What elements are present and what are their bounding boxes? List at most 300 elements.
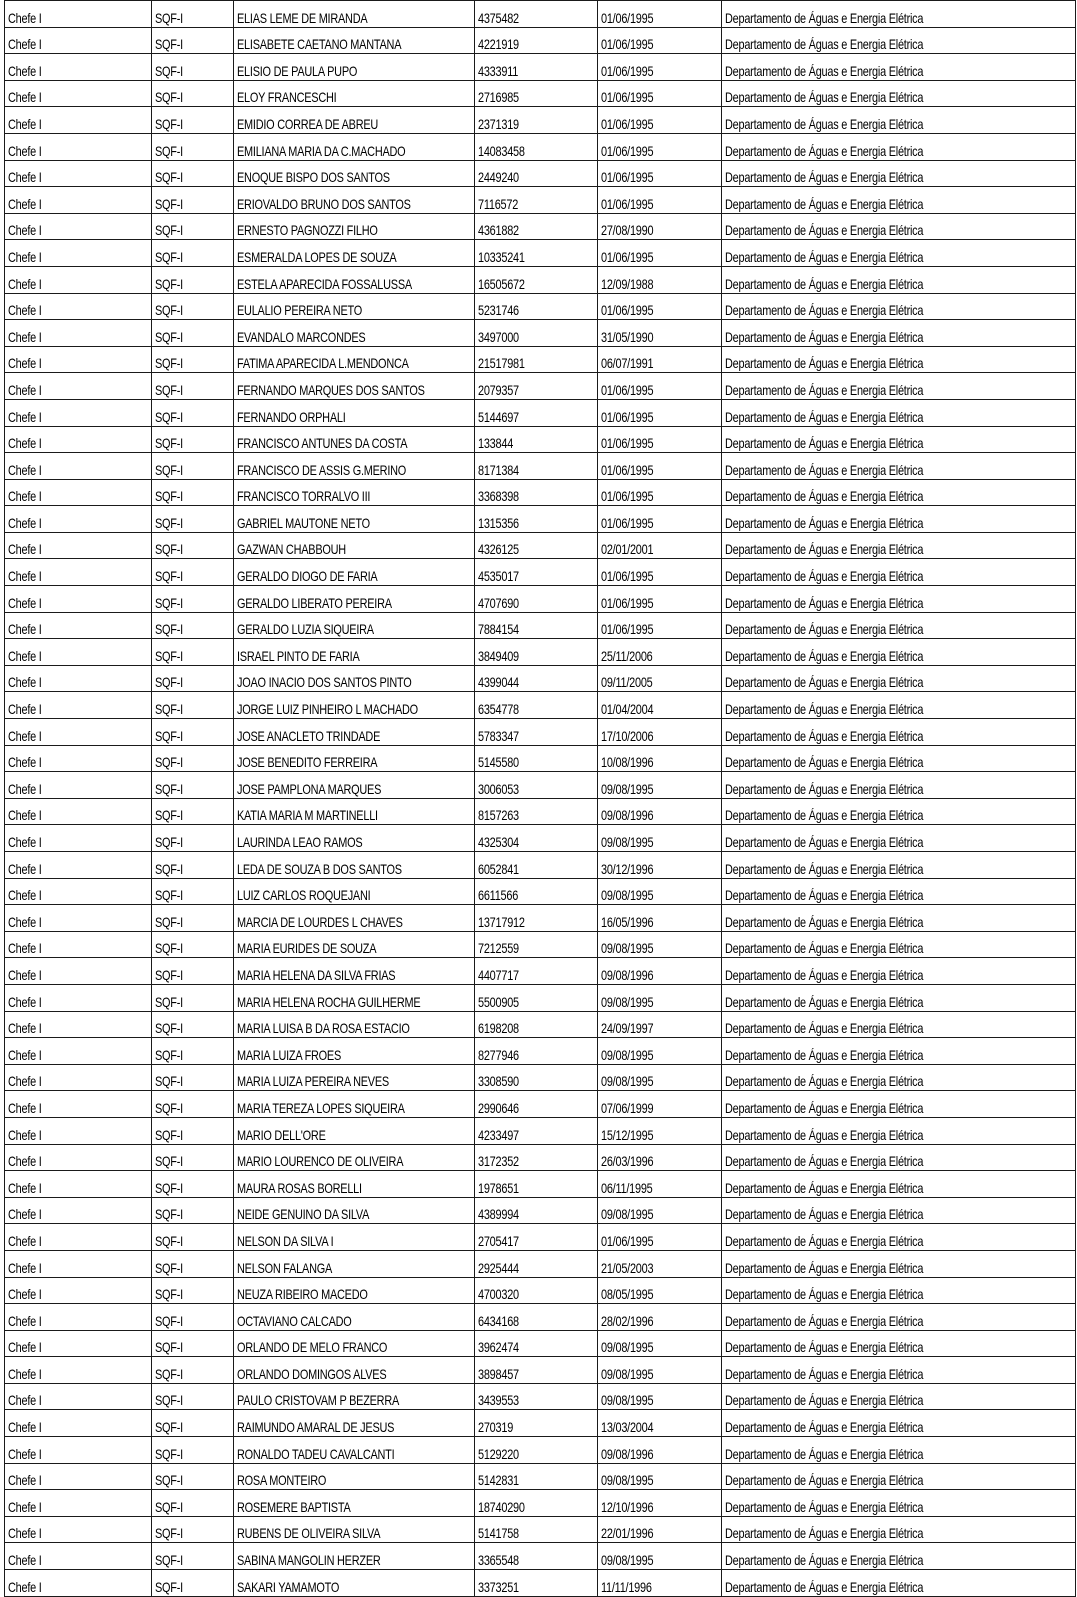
cargo-cell[interactable] [5,240,152,267]
departamento-cell[interactable] [722,586,1076,613]
rg-cell[interactable] [475,1543,598,1570]
rg-cell[interactable] [475,187,598,214]
rg-cell[interactable] [475,719,598,746]
data-cell[interactable] [598,1117,722,1144]
nome-cell[interactable] [234,1437,475,1464]
rg-cell[interactable] [475,612,598,639]
rg-cell[interactable] [475,559,598,586]
data-cell[interactable] [598,54,722,81]
referencia-cell[interactable] [152,1,234,28]
data-cell[interactable] [598,1197,722,1224]
data-cell[interactable] [598,878,722,905]
departamento-cell[interactable] [722,1091,1076,1118]
cargo-cell[interactable] [5,1277,152,1304]
cargo-cell[interactable] [5,825,152,852]
nome-cell[interactable] [234,1197,475,1224]
departamento-cell[interactable] [722,559,1076,586]
departamento-cell[interactable] [722,692,1076,719]
departamento-cell[interactable] [722,1,1076,28]
cargo-cell[interactable] [5,984,152,1011]
referencia-cell[interactable] [152,586,234,613]
rg-cell[interactable] [475,1410,598,1437]
referencia-cell[interactable] [152,852,234,879]
departamento-cell[interactable] [722,346,1076,373]
data-cell[interactable] [598,586,722,613]
departamento-cell[interactable] [722,1197,1076,1224]
data-cell[interactable] [598,1277,722,1304]
departamento-cell[interactable] [722,825,1076,852]
rg-cell[interactable] [475,1011,598,1038]
cargo-cell[interactable] [5,532,152,559]
rg-cell[interactable] [475,1144,598,1171]
referencia-cell[interactable] [152,240,234,267]
nome-cell[interactable] [234,692,475,719]
data-cell[interactable] [598,346,722,373]
rg-cell[interactable] [475,107,598,134]
nome-cell[interactable] [234,719,475,746]
departamento-cell[interactable] [722,852,1076,879]
data-cell[interactable] [598,266,722,293]
cargo-cell[interactable] [5,1224,152,1251]
departamento-cell[interactable] [722,453,1076,480]
rg-cell[interactable] [475,1516,598,1543]
referencia-cell[interactable] [152,266,234,293]
data-cell[interactable] [598,958,722,985]
cargo-cell[interactable] [5,160,152,187]
referencia-cell[interactable] [152,1144,234,1171]
rg-cell[interactable] [475,506,598,533]
referencia-cell[interactable] [152,1011,234,1038]
referencia-cell[interactable] [152,1197,234,1224]
referencia-cell[interactable] [152,1437,234,1464]
departamento-cell[interactable] [722,266,1076,293]
rg-cell[interactable] [475,825,598,852]
referencia-cell[interactable] [152,719,234,746]
rg-cell[interactable] [475,1277,598,1304]
rg-cell[interactable] [475,984,598,1011]
nome-cell[interactable] [234,559,475,586]
rg-cell[interactable] [475,160,598,187]
rg-cell[interactable] [475,27,598,54]
cargo-cell[interactable] [5,559,152,586]
rg-cell[interactable] [475,133,598,160]
rg-cell[interactable] [475,745,598,772]
nome-cell[interactable] [234,1117,475,1144]
referencia-cell[interactable] [152,1304,234,1331]
rg-cell[interactable] [475,798,598,825]
nome-cell[interactable] [234,1490,475,1517]
data-cell[interactable] [598,1171,722,1198]
rg-cell[interactable] [475,1224,598,1251]
rg-cell[interactable] [475,958,598,985]
nome-cell[interactable] [234,1250,475,1277]
cargo-cell[interactable] [5,852,152,879]
departamento-cell[interactable] [722,160,1076,187]
cargo-cell[interactable] [5,133,152,160]
departamento-cell[interactable] [722,1410,1076,1437]
departamento-cell[interactable] [722,719,1076,746]
nome-cell[interactable] [234,905,475,932]
data-cell[interactable] [598,80,722,107]
data-cell[interactable] [598,852,722,879]
cargo-cell[interactable] [5,639,152,666]
data-cell[interactable] [598,453,722,480]
referencia-cell[interactable] [152,878,234,905]
referencia-cell[interactable] [152,187,234,214]
cargo-cell[interactable] [5,426,152,453]
rg-cell[interactable] [475,905,598,932]
rg-cell[interactable] [475,80,598,107]
departamento-cell[interactable] [722,293,1076,320]
referencia-cell[interactable] [152,532,234,559]
cargo-cell[interactable] [5,1064,152,1091]
referencia-cell[interactable] [152,399,234,426]
cargo-cell[interactable] [5,958,152,985]
rg-cell[interactable] [475,373,598,400]
cargo-cell[interactable] [5,27,152,54]
departamento-cell[interactable] [722,1038,1076,1065]
nome-cell[interactable] [234,984,475,1011]
departamento-cell[interactable] [722,1357,1076,1384]
data-cell[interactable] [598,1304,722,1331]
referencia-cell[interactable] [152,665,234,692]
cargo-cell[interactable] [5,1144,152,1171]
data-cell[interactable] [598,133,722,160]
referencia-cell[interactable] [152,905,234,932]
rg-cell[interactable] [475,54,598,81]
departamento-cell[interactable] [722,1250,1076,1277]
referencia-cell[interactable] [152,772,234,799]
rg-cell[interactable] [475,240,598,267]
nome-cell[interactable] [234,1516,475,1543]
data-cell[interactable] [598,905,722,932]
nome-cell[interactable] [234,586,475,613]
departamento-cell[interactable] [722,107,1076,134]
rg-cell[interactable] [475,1171,598,1198]
nome-cell[interactable] [234,1171,475,1198]
referencia-cell[interactable] [152,1330,234,1357]
referencia-cell[interactable] [152,1463,234,1490]
rg-cell[interactable] [475,266,598,293]
departamento-cell[interactable] [722,639,1076,666]
data-cell[interactable] [598,1516,722,1543]
departamento-cell[interactable] [722,1117,1076,1144]
rg-cell[interactable] [475,426,598,453]
referencia-cell[interactable] [152,107,234,134]
departamento-cell[interactable] [722,187,1076,214]
data-cell[interactable] [598,399,722,426]
data-cell[interactable] [598,984,722,1011]
nome-cell[interactable] [234,240,475,267]
data-cell[interactable] [598,1038,722,1065]
data-cell[interactable] [598,692,722,719]
departamento-cell[interactable] [722,479,1076,506]
cargo-cell[interactable] [5,1171,152,1198]
nome-cell[interactable] [234,1463,475,1490]
referencia-cell[interactable] [152,745,234,772]
data-cell[interactable] [598,825,722,852]
referencia-cell[interactable] [152,958,234,985]
rg-cell[interactable] [475,1,598,28]
cargo-cell[interactable] [5,798,152,825]
departamento-cell[interactable] [722,798,1076,825]
nome-cell[interactable] [234,1330,475,1357]
data-cell[interactable] [598,1463,722,1490]
rg-cell[interactable] [475,320,598,347]
departamento-cell[interactable] [722,1543,1076,1570]
referencia-cell[interactable] [152,506,234,533]
referencia-cell[interactable] [152,559,234,586]
departamento-cell[interactable] [722,745,1076,772]
rg-cell[interactable] [475,1091,598,1118]
departamento-cell[interactable] [722,373,1076,400]
cargo-cell[interactable] [5,213,152,240]
departamento-cell[interactable] [722,772,1076,799]
nome-cell[interactable] [234,745,475,772]
data-cell[interactable] [598,772,722,799]
cargo-cell[interactable] [5,1357,152,1384]
departamento-cell[interactable] [722,54,1076,81]
nome-cell[interactable] [234,958,475,985]
rg-cell[interactable] [475,1038,598,1065]
nome-cell[interactable] [234,1383,475,1410]
nome-cell[interactable] [234,346,475,373]
nome-cell[interactable] [234,825,475,852]
nome-cell[interactable] [234,80,475,107]
referencia-cell[interactable] [152,479,234,506]
data-cell[interactable] [598,1543,722,1570]
cargo-cell[interactable] [5,1250,152,1277]
referencia-cell[interactable] [152,1410,234,1437]
referencia-cell[interactable] [152,426,234,453]
referencia-cell[interactable] [152,346,234,373]
data-cell[interactable] [598,665,722,692]
nome-cell[interactable] [234,1038,475,1065]
cargo-cell[interactable] [5,1490,152,1517]
rg-cell[interactable] [475,346,598,373]
referencia-cell[interactable] [152,80,234,107]
nome-cell[interactable] [234,532,475,559]
referencia-cell[interactable] [152,160,234,187]
cargo-cell[interactable] [5,719,152,746]
nome-cell[interactable] [234,772,475,799]
nome-cell[interactable] [234,931,475,958]
nome-cell[interactable] [234,293,475,320]
data-cell[interactable] [598,612,722,639]
referencia-cell[interactable] [152,931,234,958]
nome-cell[interactable] [234,612,475,639]
nome-cell[interactable] [234,453,475,480]
cargo-cell[interactable] [5,665,152,692]
data-cell[interactable] [598,107,722,134]
rg-cell[interactable] [475,1250,598,1277]
nome-cell[interactable] [234,639,475,666]
data-cell[interactable] [598,1383,722,1410]
cargo-cell[interactable] [5,1304,152,1331]
data-cell[interactable] [598,1437,722,1464]
data-cell[interactable] [598,1224,722,1251]
data-cell[interactable] [598,931,722,958]
cargo-cell[interactable] [5,772,152,799]
referencia-cell[interactable] [152,612,234,639]
nome-cell[interactable] [234,1064,475,1091]
departamento-cell[interactable] [722,1144,1076,1171]
referencia-cell[interactable] [152,1117,234,1144]
referencia-cell[interactable] [152,1250,234,1277]
data-cell[interactable] [598,373,722,400]
departamento-cell[interactable] [722,1011,1076,1038]
cargo-cell[interactable] [5,453,152,480]
rg-cell[interactable] [475,878,598,905]
rg-cell[interactable] [475,931,598,958]
nome-cell[interactable] [234,399,475,426]
departamento-cell[interactable] [722,1463,1076,1490]
cargo-cell[interactable] [5,1091,152,1118]
referencia-cell[interactable] [152,320,234,347]
data-cell[interactable] [598,1410,722,1437]
data-cell[interactable] [598,506,722,533]
referencia-cell[interactable] [152,639,234,666]
referencia-cell[interactable] [152,1516,234,1543]
rg-cell[interactable] [475,852,598,879]
data-cell[interactable] [598,639,722,666]
departamento-cell[interactable] [722,27,1076,54]
referencia-cell[interactable] [152,213,234,240]
rg-cell[interactable] [475,1437,598,1464]
nome-cell[interactable] [234,1543,475,1570]
cargo-cell[interactable] [5,54,152,81]
departamento-cell[interactable] [722,905,1076,932]
rg-cell[interactable] [475,1064,598,1091]
rg-cell[interactable] [475,639,598,666]
nome-cell[interactable] [234,266,475,293]
referencia-cell[interactable] [152,54,234,81]
referencia-cell[interactable] [152,453,234,480]
departamento-cell[interactable] [722,426,1076,453]
rg-cell[interactable] [475,1117,598,1144]
referencia-cell[interactable] [152,1224,234,1251]
nome-cell[interactable] [234,27,475,54]
cargo-cell[interactable] [5,878,152,905]
nome-cell[interactable] [234,1,475,28]
referencia-cell[interactable] [152,1277,234,1304]
data-cell[interactable] [598,187,722,214]
rg-cell[interactable] [475,1357,598,1384]
departamento-cell[interactable] [722,958,1076,985]
cargo-cell[interactable] [5,905,152,932]
nome-cell[interactable] [234,1570,475,1597]
rg-cell[interactable] [475,399,598,426]
cargo-cell[interactable] [5,1383,152,1410]
cargo-cell[interactable] [5,1,152,28]
cargo-cell[interactable] [5,1038,152,1065]
rg-cell[interactable] [475,1463,598,1490]
departamento-cell[interactable] [722,1224,1076,1251]
nome-cell[interactable] [234,1410,475,1437]
referencia-cell[interactable] [152,1091,234,1118]
cargo-cell[interactable] [5,320,152,347]
nome-cell[interactable] [234,426,475,453]
nome-cell[interactable] [234,133,475,160]
rg-cell[interactable] [475,479,598,506]
departamento-cell[interactable] [722,1277,1076,1304]
cargo-cell[interactable] [5,293,152,320]
data-cell[interactable] [598,479,722,506]
data-cell[interactable] [598,27,722,54]
nome-cell[interactable] [234,1091,475,1118]
departamento-cell[interactable] [722,240,1076,267]
referencia-cell[interactable] [152,27,234,54]
nome-cell[interactable] [234,479,475,506]
data-cell[interactable] [598,240,722,267]
referencia-cell[interactable] [152,1383,234,1410]
cargo-cell[interactable] [5,931,152,958]
nome-cell[interactable] [234,320,475,347]
cargo-cell[interactable] [5,612,152,639]
referencia-cell[interactable] [152,1490,234,1517]
cargo-cell[interactable] [5,1437,152,1464]
referencia-cell[interactable] [152,1038,234,1065]
cargo-cell[interactable] [5,80,152,107]
data-cell[interactable] [598,160,722,187]
rg-cell[interactable] [475,213,598,240]
departamento-cell[interactable] [722,532,1076,559]
cargo-cell[interactable] [5,373,152,400]
referencia-cell[interactable] [152,825,234,852]
rg-cell[interactable] [475,1490,598,1517]
referencia-cell[interactable] [152,1570,234,1597]
data-cell[interactable] [598,1357,722,1384]
departamento-cell[interactable] [722,506,1076,533]
rg-cell[interactable] [475,453,598,480]
data-cell[interactable] [598,1,722,28]
nome-cell[interactable] [234,54,475,81]
data-cell[interactable] [598,1064,722,1091]
rg-cell[interactable] [475,1570,598,1597]
cargo-cell[interactable] [5,745,152,772]
departamento-cell[interactable] [722,665,1076,692]
departamento-cell[interactable] [722,1516,1076,1543]
data-cell[interactable] [598,559,722,586]
cargo-cell[interactable] [5,1117,152,1144]
rg-cell[interactable] [475,532,598,559]
cargo-cell[interactable] [5,1570,152,1597]
nome-cell[interactable] [234,107,475,134]
nome-cell[interactable] [234,798,475,825]
nome-cell[interactable] [234,1224,475,1251]
nome-cell[interactable] [234,373,475,400]
nome-cell[interactable] [234,213,475,240]
rg-cell[interactable] [475,1304,598,1331]
departamento-cell[interactable] [722,1304,1076,1331]
nome-cell[interactable] [234,852,475,879]
departamento-cell[interactable] [722,1330,1076,1357]
nome-cell[interactable] [234,1011,475,1038]
data-cell[interactable] [598,1330,722,1357]
departamento-cell[interactable] [722,931,1076,958]
referencia-cell[interactable] [152,293,234,320]
rg-cell[interactable] [475,1197,598,1224]
data-cell[interactable] [598,745,722,772]
cargo-cell[interactable] [5,1463,152,1490]
cargo-cell[interactable] [5,586,152,613]
referencia-cell[interactable] [152,1171,234,1198]
cargo-cell[interactable] [5,1011,152,1038]
departamento-cell[interactable] [722,399,1076,426]
data-cell[interactable] [598,1490,722,1517]
data-cell[interactable] [598,532,722,559]
cargo-cell[interactable] [5,1330,152,1357]
